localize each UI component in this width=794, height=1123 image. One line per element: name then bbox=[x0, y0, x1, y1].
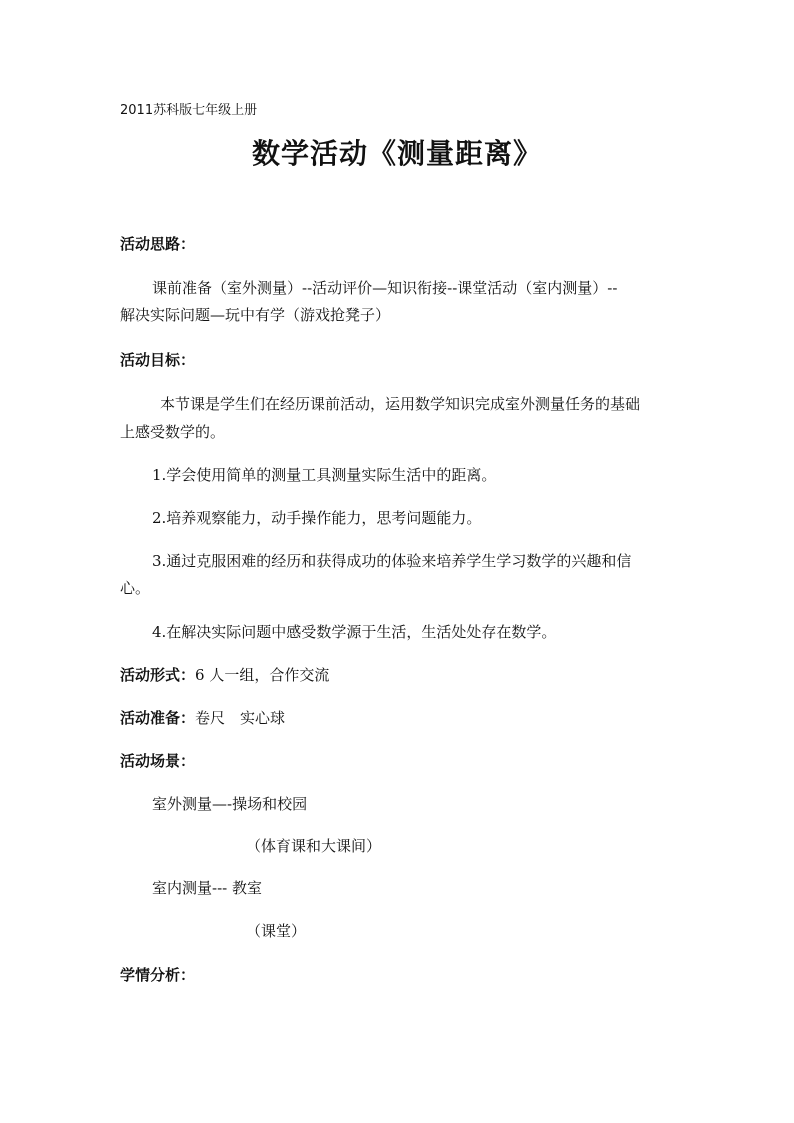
goal-item-3-line-2: 心。 bbox=[120, 579, 151, 597]
prep-value: 卷尺 实心球 bbox=[195, 709, 286, 727]
doc-title: 数学活动《测量距离》 bbox=[251, 137, 542, 170]
approach-line-1: 课前准备（室外测量）--活动评价—知识衔接--课堂活动（室内测量）-- bbox=[152, 279, 618, 297]
doc-subtitle: 2011苏科版七年级上册 bbox=[120, 103, 258, 118]
goal-item-4: 4.在解决实际问题中感受数学源于生活，生活处处存在数学。 bbox=[152, 623, 557, 641]
form-row bbox=[120, 665, 329, 685]
scene-outdoor-note: （体育课和大课间） bbox=[246, 837, 382, 855]
heading-analysis: 学情分析： bbox=[120, 966, 196, 984]
approach-line-2: 解决实际问题—玩中有学（游戏抢凳子） bbox=[120, 306, 391, 324]
heading-approach: 活动思路： bbox=[120, 235, 196, 253]
goals-intro-line-1: 本节课是学生们在经历课前活动，运用数学知识完成室外测量任务的基础 bbox=[160, 395, 641, 413]
goal-item-3-line-1: 3.通过克服困难的经历和获得成功的体验来培养学生学习数学的兴趣和信 bbox=[152, 552, 632, 570]
scene-indoor: 室内测量--- 教室 bbox=[152, 879, 262, 897]
scene-outdoor: 室外测量—-操场和校园 bbox=[152, 795, 308, 813]
prep-row bbox=[120, 708, 285, 728]
heading-form: 活动形式： bbox=[120, 666, 196, 684]
heading-prep: 活动准备： bbox=[120, 709, 196, 727]
goal-item-2: 2.培养观察能力，动手操作能力，思考问题能力。 bbox=[152, 509, 482, 527]
form-value: 6 人一组，合作交流 bbox=[195, 666, 330, 684]
heading-goals: 活动目标： bbox=[120, 351, 196, 369]
goals-intro-line-2: 上感受数学的。 bbox=[120, 423, 226, 441]
goal-item-1: 1.学会使用简单的测量工具测量实际生活中的距离。 bbox=[152, 466, 497, 484]
scene-indoor-note: （课堂） bbox=[246, 922, 307, 940]
heading-scene: 活动场景： bbox=[120, 752, 196, 770]
